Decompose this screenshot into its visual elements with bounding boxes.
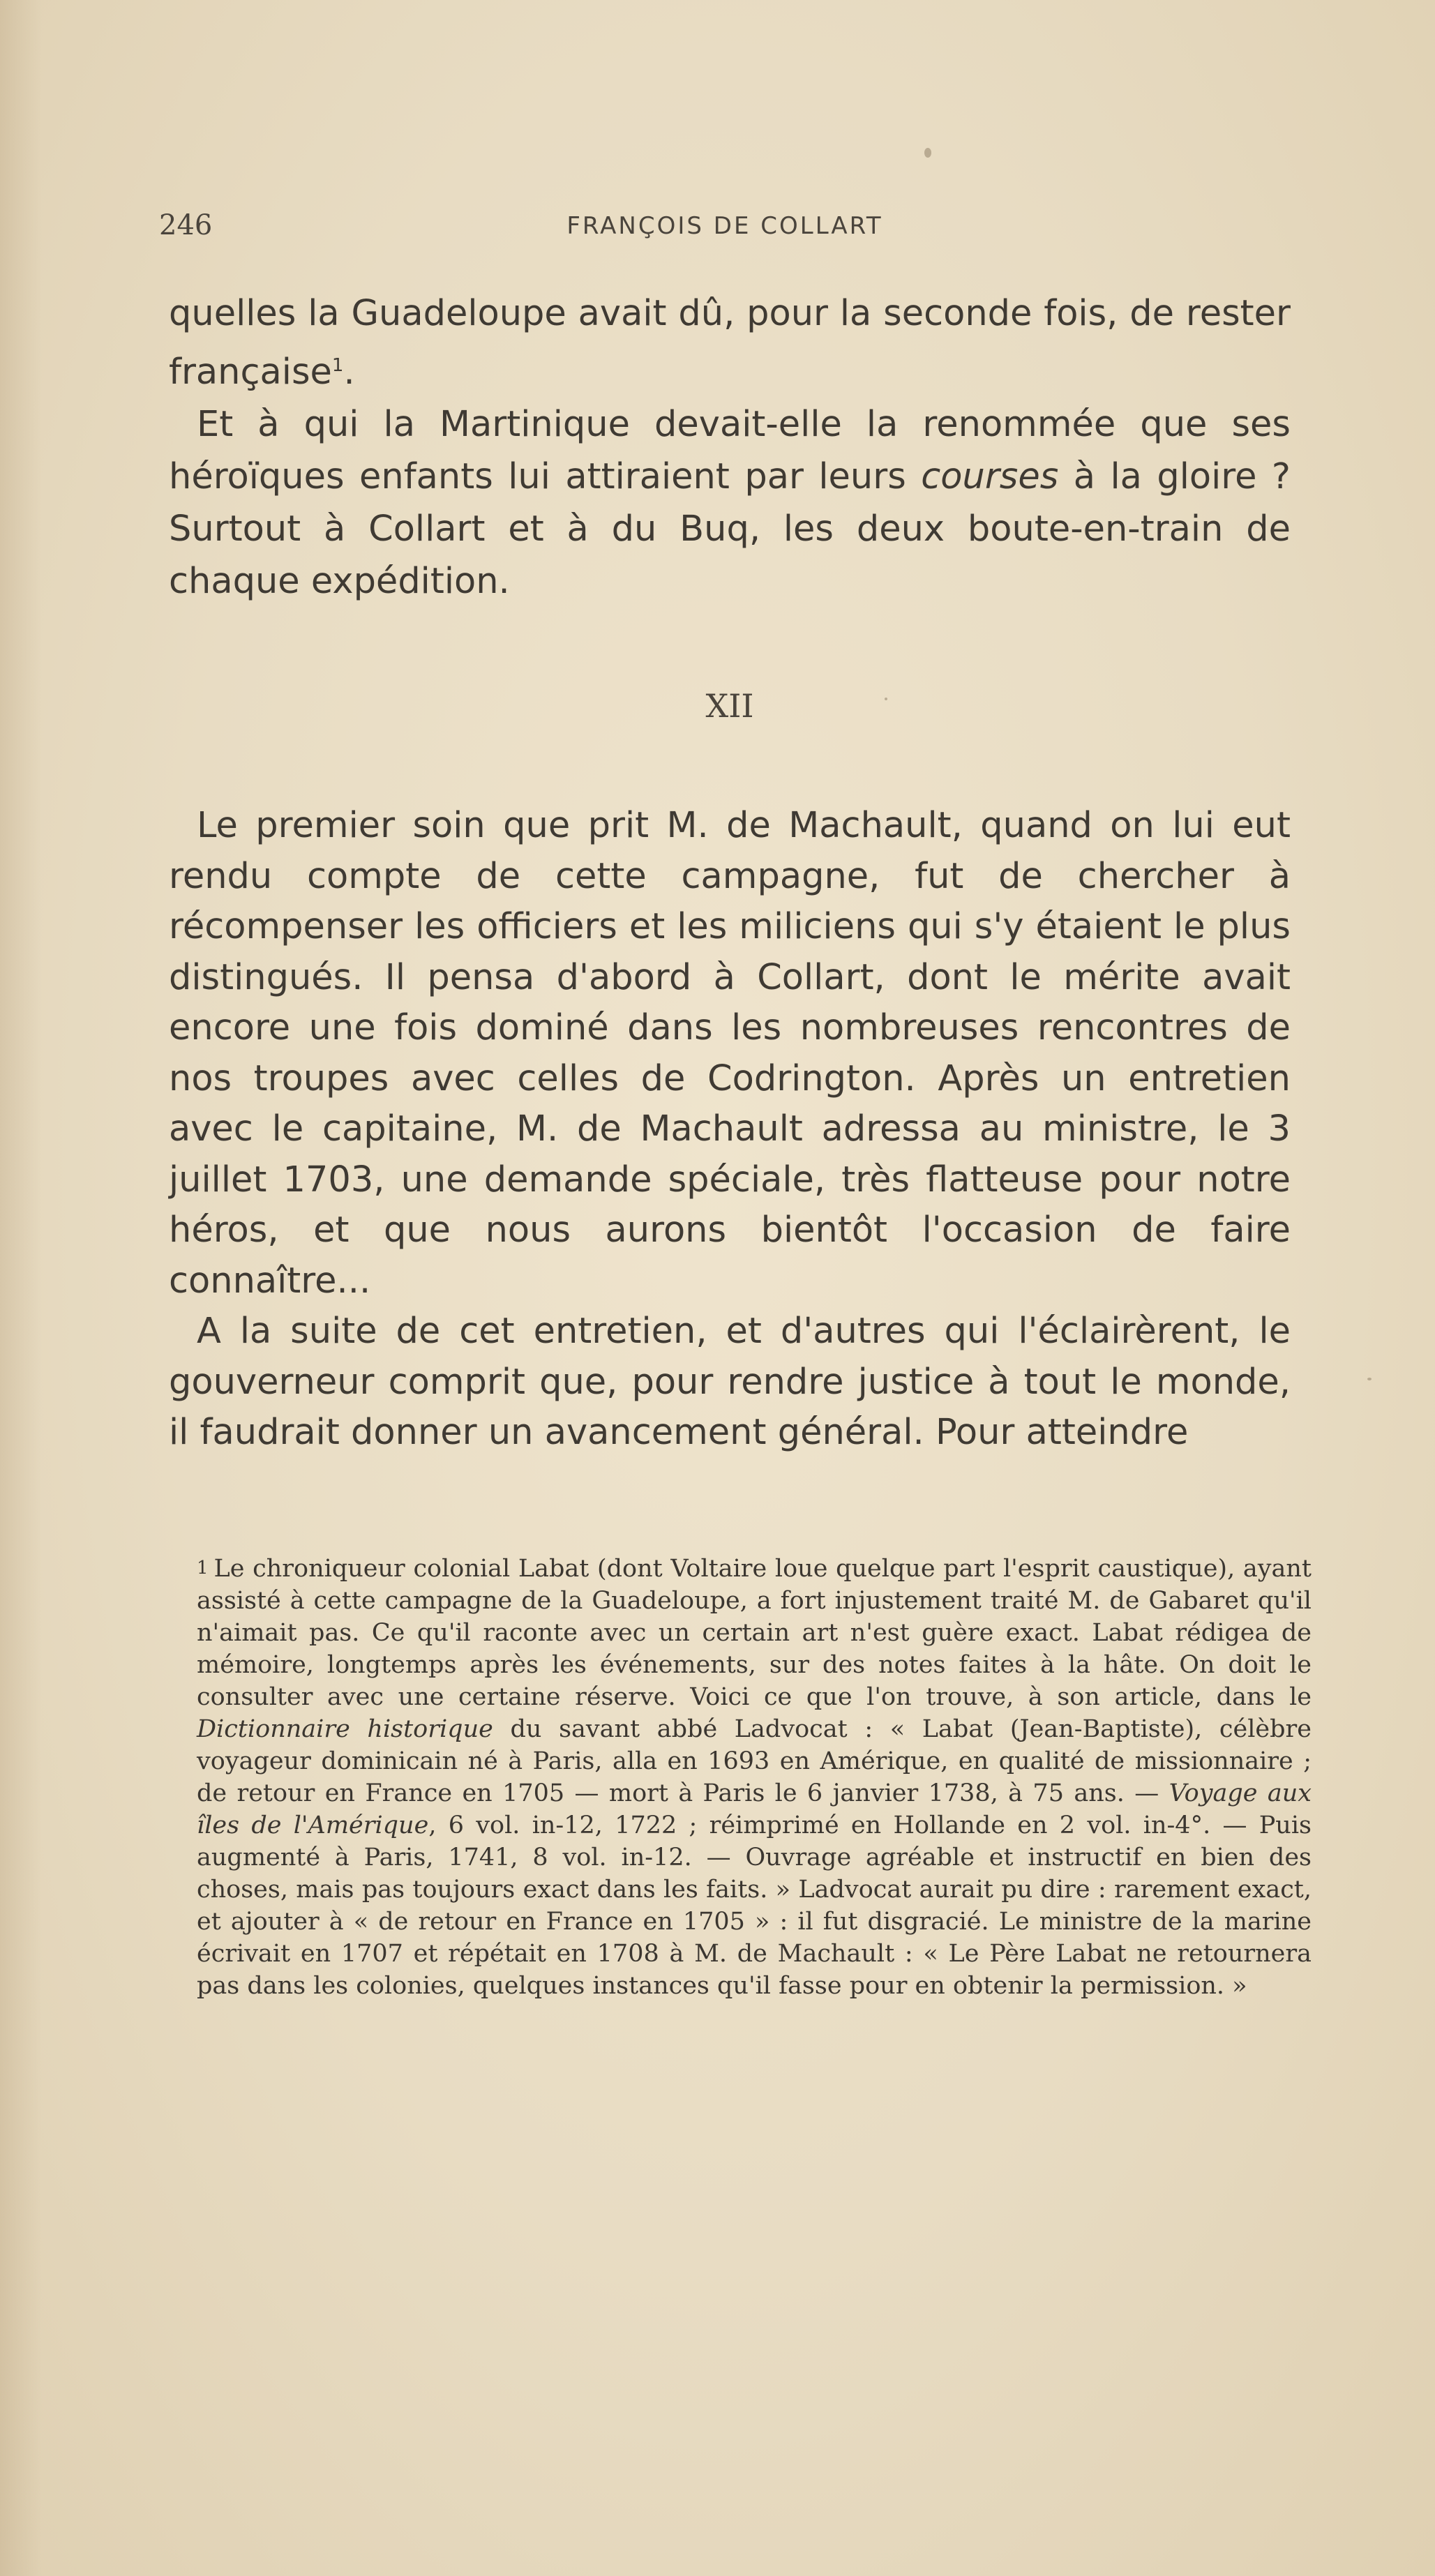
paragraph-text: quelles la Guadeloupe avait dû, pour la seconde fois, de rester française [169,293,1291,393]
paper-speck [924,148,931,158]
page-number: 246 [159,209,213,241]
paragraph-continuation [169,287,1291,398]
footnote-italic: Dictionnaire historique [197,1715,493,1743]
paragraph: A la suite de cet entretien, et d'autres qui l'éclairèrent, le gouverneur comprit que, pour rendre justice à tout le monde, il faudrait donner un avancement général. Pour atteindre [169,1311,1291,1453]
paragraph [169,398,1291,608]
footnote-text [197,1552,1312,2002]
footnote-italic: Voyage aux îles de l'Amérique [197,1779,1312,1839]
page-edge-shadow [0,0,42,2576]
page-header [159,209,1291,251]
running-head: FRANÇOIS DE COLLART [566,212,883,240]
footnote-segment: Le chroniqueur colonial Labat (dont Voltaire loue quelque part l'esprit caustique), ayant assisté à cette campagne de la Guadeloupe, a fort injustement traité M. de Gabaret qu'il n'aimait pas. Ce qu'il raconte avec un certain art n'est guère exact. Labat rédigea de mémoire, longtemps après les événements, sur des notes faites à la hâte. On doit le consulter avec une certaine réserve. Voici ce que l'on trouve, à son article, dans le [197,1555,1312,1711]
paper-speck [1367,1378,1372,1380]
paragraph-text: à la gloire ? Surtout à Collart et à du Buq, les deux boute-en-train de chaque expédition. [169,456,1291,602]
body-text-top [169,287,1291,608]
section-heading: XII [705,687,754,725]
footnote-reference: 1 [331,355,344,376]
paragraph-text: . [343,352,355,393]
paragraph-text: Et à qui la Martinique devait-elle la renommée que ses héroïques enfants lui attiraient par leurs [169,404,1291,497]
footnote-segment: du savant abbé Ladvocat : « Labat (Jean-Baptiste), célèbre voyageur dominicain né à Paris, alla en 1693 en Amérique, en qualité de missionnaire ; de retour en France en 1705 — mort à Paris le 6 janvier 1738, à 75 ans. — [197,1715,1312,1807]
italic-term: courses [921,456,1059,497]
footnote-marker: 1 [197,1558,209,1579]
footnote [197,1552,1312,2002]
body-text-section [169,801,1291,1459]
paragraph: Le premier soin que prit M. de Machault, quand on lui eut rendu compte de cette campagne, fut de chercher à récompenser les officiers et les miliciens qui s'y étaient le plus distingués. Il pensa d'abord à Collart, dont le mérite avait encore une fois dominé dans les nombreuses rencontres de nos troupes avec celles de Codrington. Après un entretien avec le capitaine, M. de Machault adressa au ministre, le 3 juillet 1703, une demande spéciale, très flatteuse pour notre héros, et que nous aurons bientôt l'occasion de faire connaître... [169,805,1291,1302]
footnote-segment: , 6 vol. in-12, 1722 ; réimprimé en Hollande en 2 vol. in-4°. — Puis augmenté à Paris, 1741, 8 vol. in-12. — Ouvrage agréable et instructif en bien des choses, mais pas toujours exact dans les faits. » Ladvocat aurait pu dire : rarement exact, et ajouter à « de retour en France en 1705 » : il fut disgracié. Le ministre de la marine écrivait en 1707 et répétait en 1708 à M. de Machault : « Le Père Labat ne retournera pas dans les colonies, quelques instances qu'il fasse pour en obtenir la permission. » [197,1812,1312,2000]
